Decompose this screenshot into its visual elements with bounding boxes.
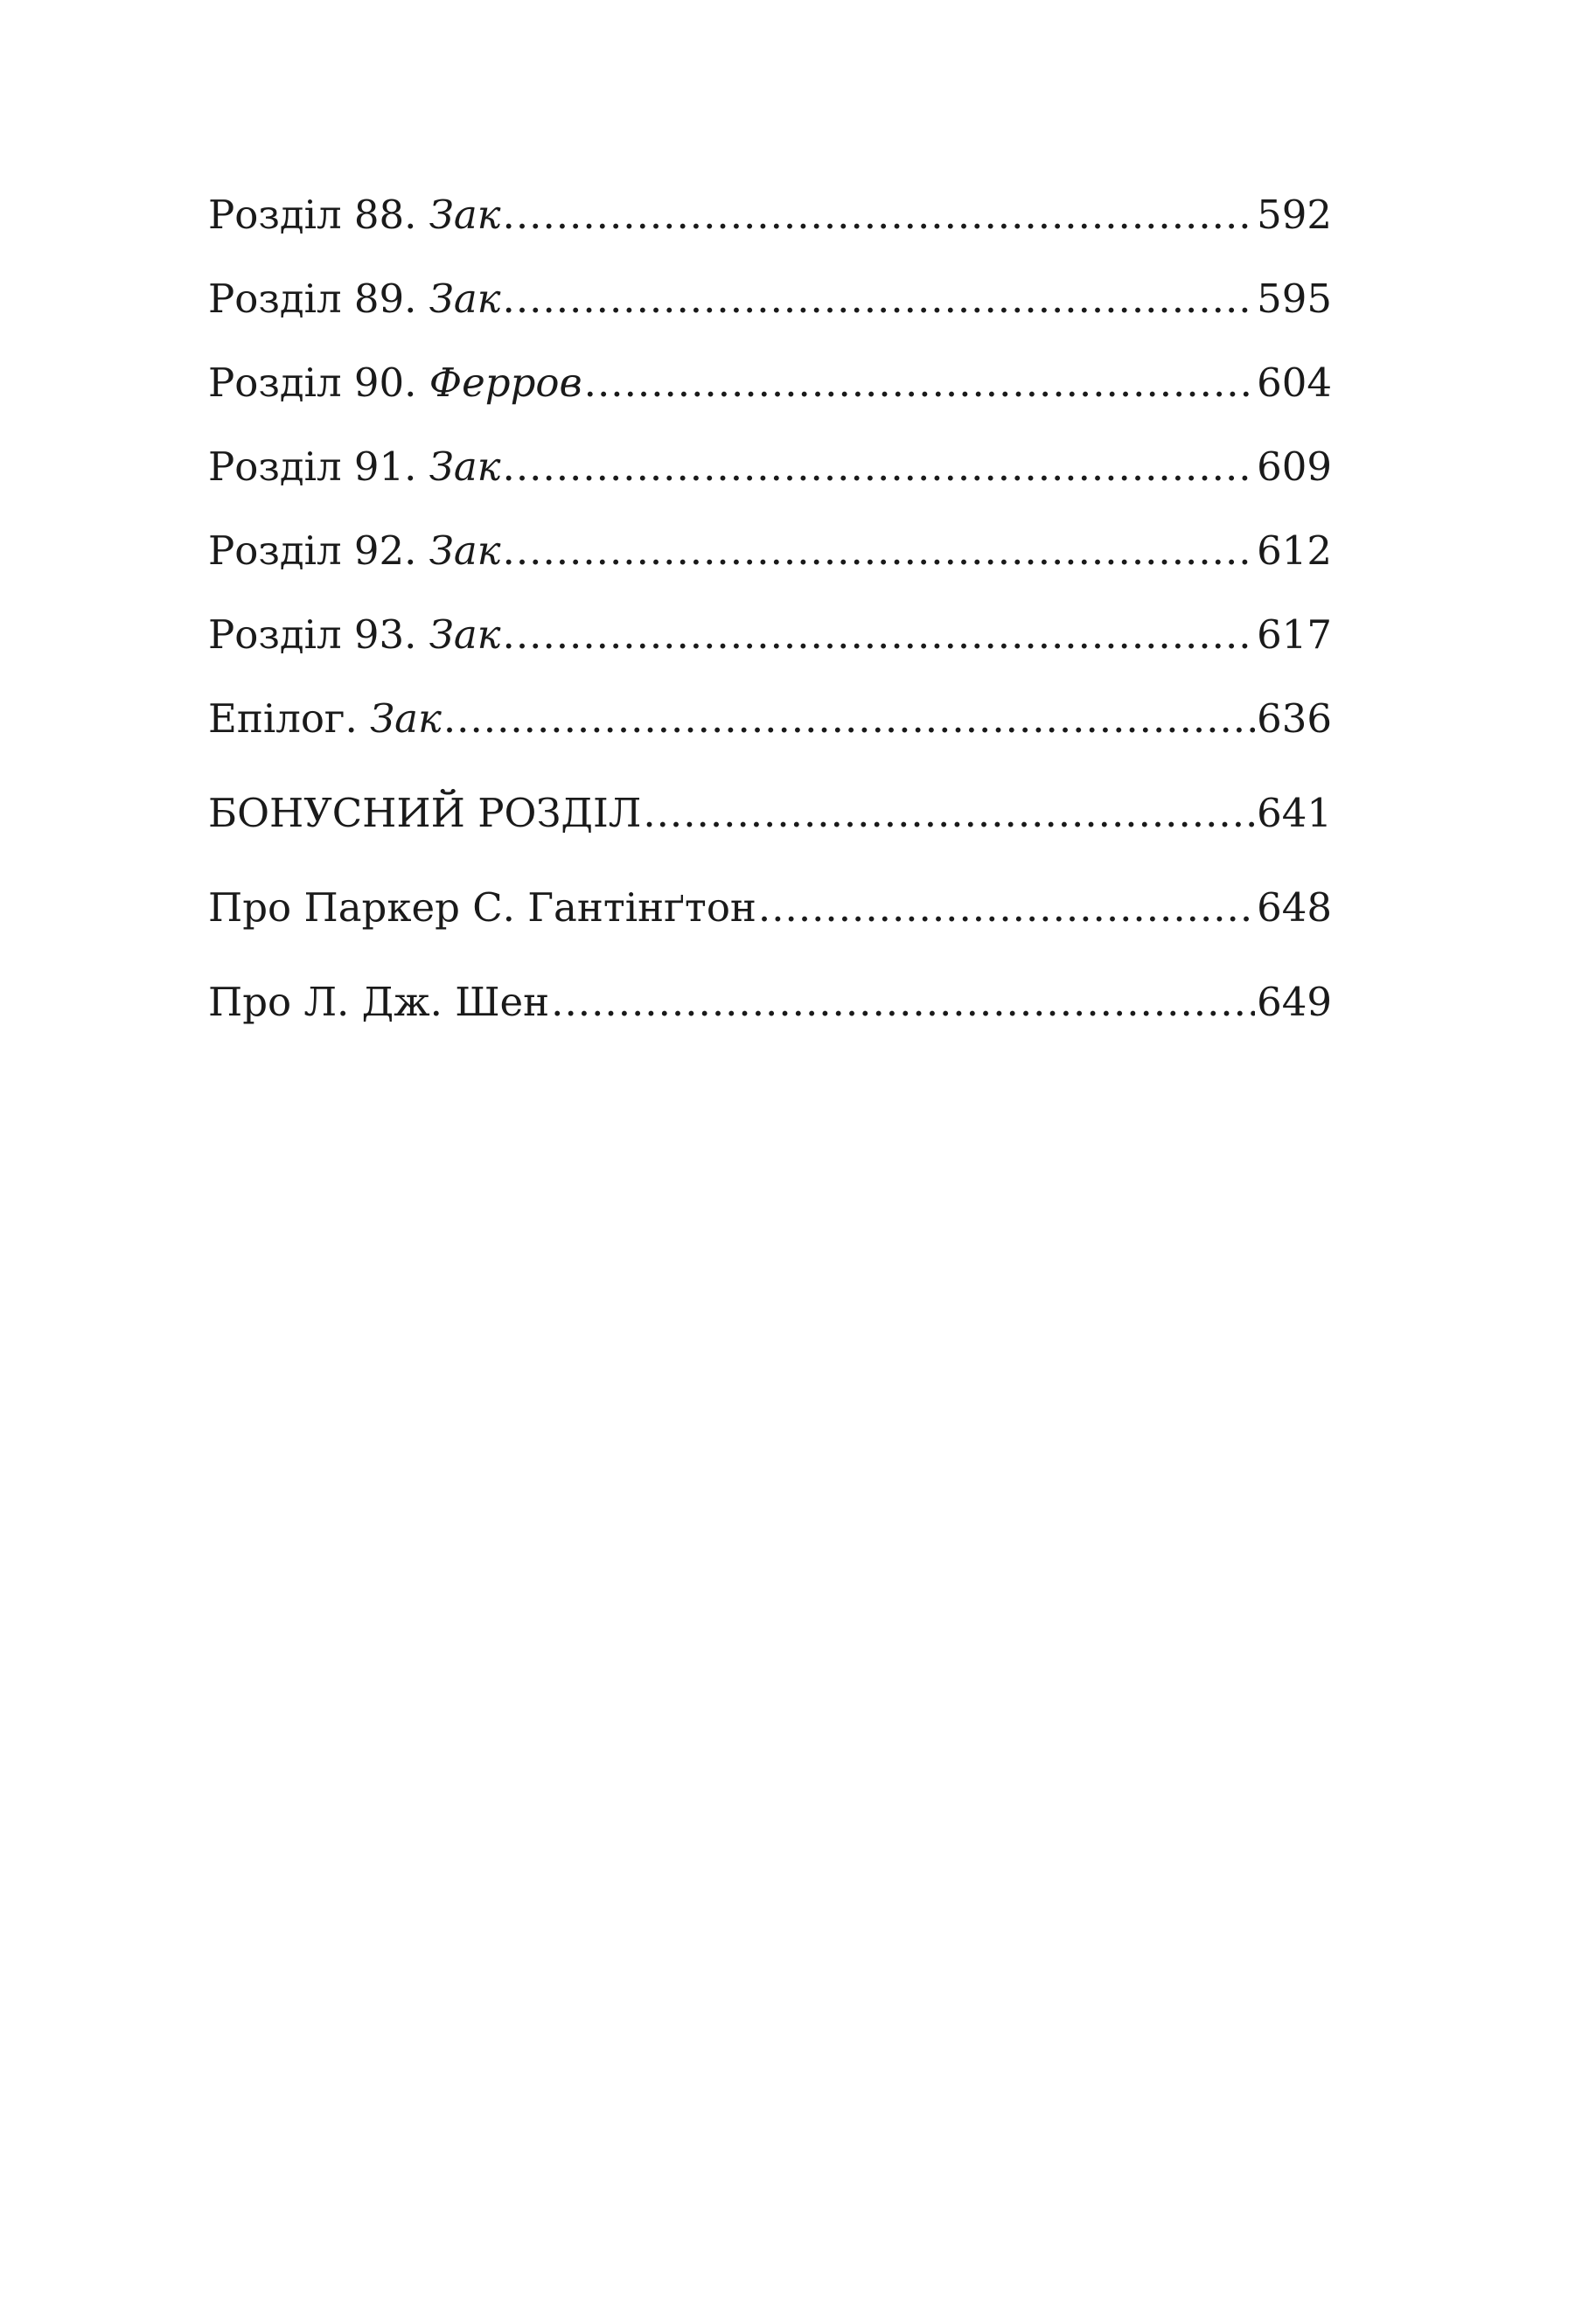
dot-leader	[758, 883, 1255, 932]
toc-entry-page-number: 592	[1257, 192, 1332, 238]
dot-leader	[503, 275, 1256, 324]
toc-entry-prefix: Про Паркер С. Гантінґтон	[208, 884, 756, 931]
toc-entry-title	[208, 275, 501, 324]
toc-entry-narrator: Зак	[429, 443, 501, 490]
toc-entry-page-number: 636	[1257, 695, 1332, 742]
toc-entry-narrator: Зак	[429, 527, 501, 574]
toc-entry-chapter-92	[208, 527, 1332, 576]
dot-leader	[503, 527, 1256, 576]
toc-entry-prefix: Розділ 93.	[208, 611, 429, 658]
toc-entry-epilogue	[208, 694, 1332, 743]
table-of-contents	[208, 191, 1332, 1062]
toc-entry-narrator: Зак	[429, 276, 501, 322]
toc-entry-prefix: БОНУСНИЙ РОЗДІЛ	[208, 790, 642, 836]
dot-leader	[551, 978, 1255, 1027]
toc-entry-prefix: Розділ 88.	[208, 192, 429, 238]
toc-entry-title	[208, 789, 641, 838]
toc-entry-narrator: Зак	[429, 192, 501, 238]
toc-entry-narrator: Зак	[429, 611, 501, 658]
toc-entry-title	[208, 978, 549, 1027]
dot-leader	[584, 359, 1255, 408]
dot-leader	[443, 694, 1255, 743]
toc-entry-page-number: 612	[1257, 527, 1332, 574]
toc-entry-page-number: 604	[1257, 359, 1332, 406]
toc-entry-page-number: 648	[1257, 884, 1332, 931]
dot-leader	[643, 789, 1255, 838]
toc-entry-prefix: Розділ 92.	[208, 527, 429, 574]
toc-entry-bonus-chapter	[208, 789, 1332, 838]
toc-entry-prefix: Розділ 90.	[208, 359, 429, 406]
toc-entry-chapter-88	[208, 191, 1332, 240]
toc-entry-prefix: Розділ 91.	[208, 443, 429, 490]
dot-leader	[503, 191, 1256, 240]
toc-entry-chapter-91	[208, 443, 1332, 492]
toc-entry-page-number: 641	[1257, 790, 1332, 836]
toc-entry-title	[208, 359, 582, 408]
toc-entry-title	[208, 527, 501, 576]
toc-entry-title	[208, 443, 501, 492]
toc-entry-chapter-93	[208, 611, 1332, 660]
toc-entry-chapter-90	[208, 359, 1332, 408]
toc-entry-prefix: Розділ 89.	[208, 276, 429, 322]
dot-leader	[503, 443, 1256, 492]
toc-entry-page-number: 595	[1257, 276, 1332, 322]
toc-entry-about-author-1	[208, 883, 1332, 932]
toc-entry-narrator: Ферров	[429, 359, 582, 406]
toc-entry-title	[208, 611, 501, 660]
dot-leader	[503, 611, 1256, 660]
toc-entry-chapter-89	[208, 275, 1332, 324]
toc-entry-page-number: 609	[1257, 443, 1332, 490]
toc-entry-about-author-2	[208, 978, 1332, 1027]
toc-entry-title	[208, 883, 756, 932]
toc-entry-title	[208, 694, 442, 743]
toc-entry-prefix: Про Л. Дж. Шен	[208, 979, 550, 1025]
toc-entry-title	[208, 191, 501, 240]
toc-entry-narrator: Зак	[370, 695, 442, 742]
toc-entry-page-number: 649	[1257, 979, 1332, 1025]
toc-entry-prefix: Епілог.	[208, 695, 371, 742]
toc-entry-page-number: 617	[1257, 611, 1332, 658]
